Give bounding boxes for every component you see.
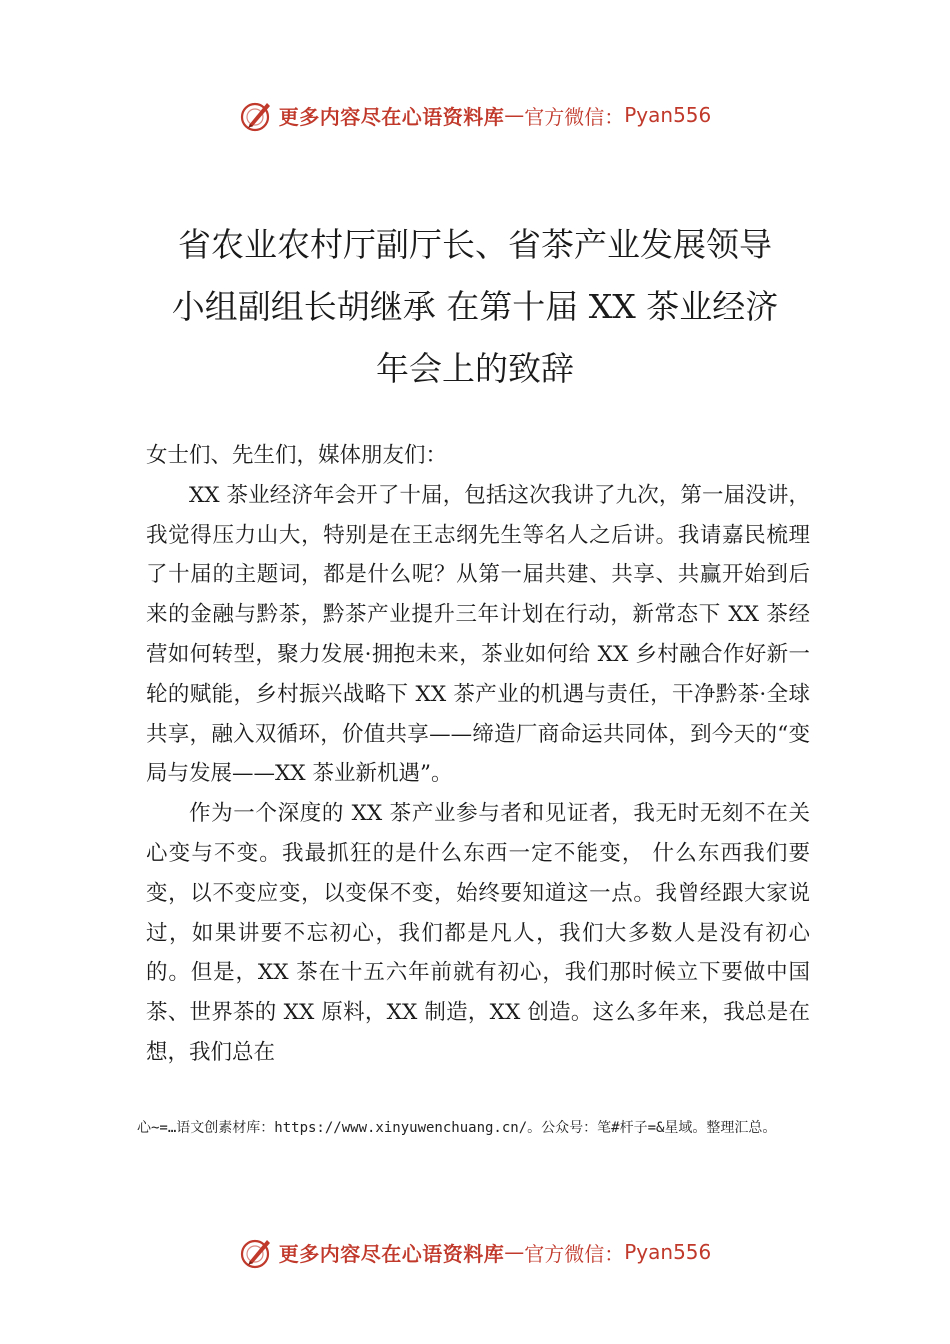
banner-slogan: 更多内容尽在心语资料库: [278, 1241, 505, 1266]
quill-pen-logo-icon: [239, 1234, 275, 1270]
quill-pen-logo-icon: [239, 97, 275, 133]
header-banner: [0, 95, 950, 135]
banner-separator: —: [504, 1240, 525, 1264]
banner-wechat-label: 官方微信：: [524, 1241, 625, 1266]
document-title: [100, 214, 850, 400]
title-line: 年会上的致辞: [376, 349, 574, 388]
footer-banner: [0, 1232, 950, 1272]
paragraph: XX 茶业经济年会开了十届，包括这次我讲了九次，第一届没讲，我觉得压力山大，特别是在王志纲先生等名人之后讲。我请嘉民梳理了十届的主题词，都是什么呢？从第一届共建、共享、共赢开始到后来的金融与黔茶，黔茶产业提升三年计划在行动，新常态下 XX 茶经营如何转型，聚力发展·拥抱未来，茶业如何给 XX 乡村融合作好新一轮的赋能，乡村振兴战略下 XX 茶产业的机遇与责任，干净黔茶·全球共享，融入双循环，价值共享——缔造厂商命运共同体，到今天的“变局与发展——XX 茶业新机遇”。: [146, 482, 810, 787]
banner-separator: —: [504, 103, 525, 127]
source-footnote: 心~=…语文创素材库：https://www.xinyuwenchuang.cn/。公众号：笔#杆子=&星域。整理汇总。: [137, 1120, 777, 1136]
banner-slogan: 更多内容尽在心语资料库: [278, 104, 505, 129]
title-line: 小组副组长胡继承 在第十届 XX 茶业经济: [171, 287, 779, 326]
salutation: 女士们、先生们，媒体朋友们：: [146, 443, 448, 468]
banner-wechat-id: Pyan556: [624, 1240, 712, 1264]
banner-wechat-label: 官方微信：: [524, 104, 625, 129]
document-body: [146, 436, 810, 1073]
banner-wechat-id: Pyan556: [624, 103, 712, 127]
paragraph: 作为一个深度的 XX 茶产业参与者和见证者，我无时无刻不在关心变与不变。我最抓狂的是什么东西一定不能变， 什么东西我们要变，以不变应变，以变保不变，始终要知道这一点。我曾经跟大家说过，如果讲要不忘初心，我们都是凡人，我们大多数人是没有初心的。但是，XX 茶在十五六年前就有初心，我们那时候立下要做中国茶、世界茶的 XX 原料，XX 制造，XX 创造。这么多年来，我总是在想，我们总在: [146, 801, 810, 1065]
title-line: 省农业农村厅副厅长、省茶产业发展领导: [178, 225, 772, 264]
